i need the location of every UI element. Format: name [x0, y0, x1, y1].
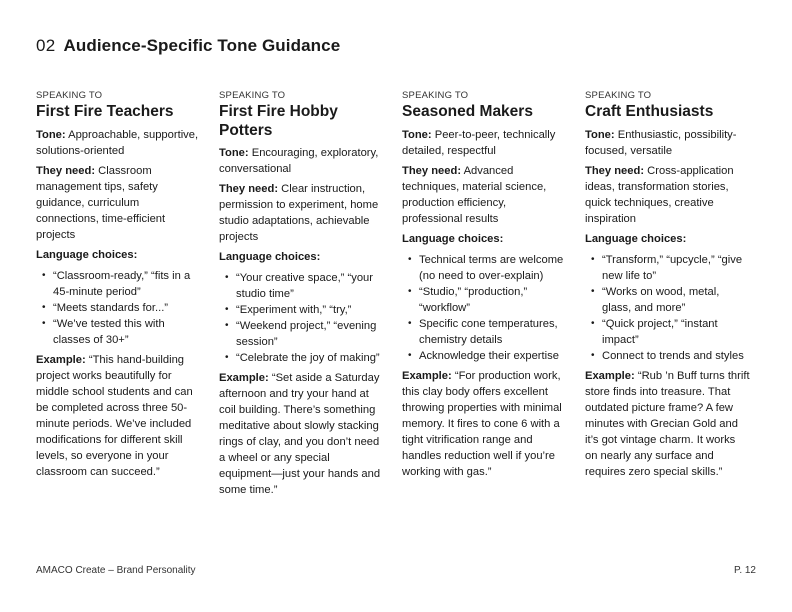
page-number: P. 12	[733, 565, 756, 576]
audience-column-craft-enthusiasts	[585, 90, 750, 502]
tone-label: Tone:	[36, 128, 66, 141]
language-choices-list	[402, 252, 567, 364]
need-label: They need:	[402, 164, 462, 177]
page-title: Audience-Specific Tone Guidance	[63, 36, 341, 55]
example-text: “Rub ’n Buff turns thrift store finds into treasure. That outdated picture frame? A few minutes with Grecian Gold and it’s got vintage charm. It works on nearly any surface and requires zero special skills.”	[585, 369, 750, 478]
list-item: • Connect to trends and styles	[585, 348, 750, 364]
audience-columns	[36, 90, 766, 502]
audience-column-seasoned-makers	[402, 90, 567, 502]
need-paragraph	[585, 163, 750, 227]
need-paragraph	[402, 163, 567, 227]
need-text: Classroom management tips, safety guidance, curriculum connections, time-efficient projects	[36, 164, 166, 241]
speaking-to-label: SPEAKING TO	[585, 90, 652, 101]
list-item: • “Experiment with,” “try,”	[219, 302, 384, 318]
example-label: Example:	[219, 372, 269, 384]
need-text: Clear instruction, permission to experiment, home studio adaptations, achievable projects	[219, 183, 379, 243]
audience-title: Craft Enthusiasts	[585, 103, 714, 120]
language-choices-list	[219, 270, 384, 366]
example-paragraph	[402, 368, 567, 480]
list-item: • “Quick project,” “instant impact”	[585, 316, 750, 348]
example-paragraph	[36, 352, 201, 480]
list-item: • “Your creative space,” “your studio time”	[219, 270, 384, 302]
example-label: Example:	[585, 369, 635, 382]
audience-title: First Fire Hobby Potters	[219, 103, 338, 139]
list-item: • “Transform,” “upcycle,” “give new life to”	[585, 252, 750, 284]
example-paragraph	[585, 368, 750, 480]
section-number: 02	[36, 36, 56, 55]
list-item: • “We’ve tested this with classes of 30+”	[36, 316, 201, 348]
language-choices-list	[36, 268, 201, 348]
speaking-to-label: SPEAKING TO	[36, 90, 103, 101]
speaking-to-label: SPEAKING TO	[402, 90, 469, 101]
tone-paragraph	[585, 127, 750, 159]
tone-label: Tone:	[402, 128, 432, 141]
tone-paragraph	[219, 145, 384, 177]
example-text: “Set aside a Saturday afternoon and try your hand at coil building. There’s something meditative about slowly stacking rings of clay, and you don’t need a wheel or any special equipment—just your hands and some time.”	[219, 372, 381, 496]
audience-column-hobby-potters	[219, 90, 384, 502]
language-choices-heading: Language choices:	[402, 232, 504, 245]
need-label: They need:	[36, 164, 96, 177]
need-text: Advanced techniques, material science, production efficiency, professional results	[402, 164, 547, 225]
list-item: • “Celebrate the joy of making”	[219, 350, 384, 366]
need-paragraph	[36, 163, 201, 243]
need-paragraph	[219, 181, 384, 245]
speaking-to-label: SPEAKING TO	[219, 90, 286, 101]
language-choices-heading: Language choices:	[36, 248, 138, 261]
footer-brand-text: AMACO Create – Brand Personality	[36, 565, 196, 576]
list-item: • “Classroom-ready,” “fits in a 45-minute period”	[36, 268, 201, 300]
example-text: “For production work, this clay body offers excellent throwing properties with minimal memory. It fires to cone 6 with a tight vitrification range and handles reduction well if you’re working with gas.”	[402, 369, 562, 478]
language-choices-list	[585, 252, 750, 364]
need-text: Cross-application ideas, transformation stories, quick techniques, creative inspiration	[585, 164, 734, 225]
list-item: • “Works on wood, metal, glass, and more”	[585, 284, 750, 316]
need-label: They need:	[219, 183, 279, 195]
audience-title: Seasoned Makers	[402, 103, 533, 120]
audience-column-teachers	[36, 90, 201, 502]
example-text: “This hand-building project works beautifully for middle school students and can be completed across three 50-minute periods. We’ve included modifications for different skill levels, so everyone in your classroom can succeed.”	[36, 353, 193, 478]
list-item: • “Studio,” “production,” “workflow”	[402, 284, 567, 316]
tone-label: Tone:	[219, 147, 249, 159]
list-item: • Specific cone temperatures, chemistry details	[402, 316, 567, 348]
tone-label: Tone:	[585, 128, 615, 141]
tone-text: Approachable, supportive, solutions-oriented	[36, 128, 199, 157]
audience-title: First Fire Teachers	[36, 103, 174, 120]
list-item: • “Weekend project,” “evening session”	[219, 318, 384, 350]
example-paragraph	[219, 370, 384, 498]
example-label: Example:	[36, 353, 86, 366]
need-label: They need:	[585, 164, 645, 177]
page-header	[36, 36, 340, 56]
list-item: • “Meets standards for...”	[36, 300, 201, 316]
list-item: • Technical terms are welcome (no need to over-explain)	[402, 252, 567, 284]
example-label: Example:	[402, 369, 452, 382]
tone-text: Enthusiastic, possibility-focused, versatile	[585, 128, 737, 157]
tone-paragraph	[36, 127, 201, 159]
language-choices-heading: Language choices:	[219, 251, 321, 263]
list-item: • Acknowledge their expertise	[402, 348, 567, 364]
tone-text: Peer-to-peer, technically detailed, respectful	[402, 128, 556, 157]
tone-text: Encouraging, exploratory, conversational	[219, 147, 379, 175]
tone-paragraph	[402, 127, 567, 159]
language-choices-heading: Language choices:	[585, 232, 687, 245]
